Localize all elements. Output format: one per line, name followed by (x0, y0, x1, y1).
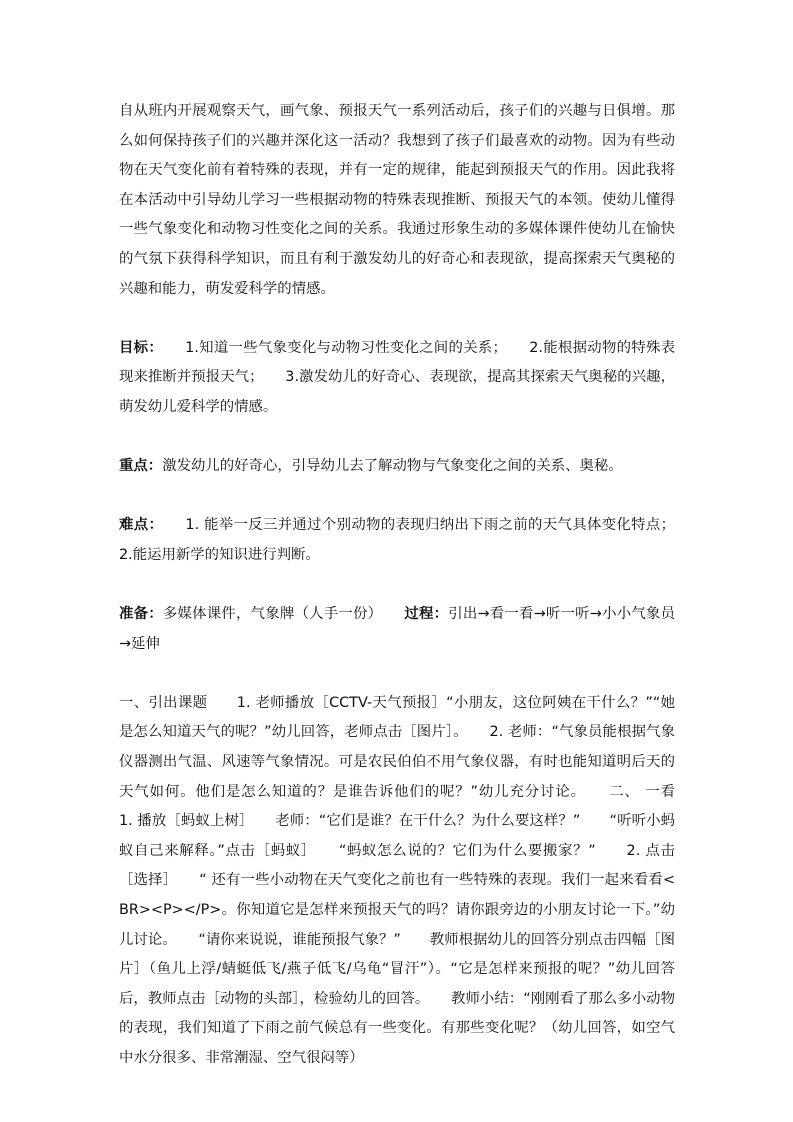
paragraph-gap (119, 423, 675, 453)
difficulty-text: 1. 能举一反三并通过个别动物的表现归纳出下雨之前的天气具体变化特点；2.能运用新学的知识进行判断。 (119, 517, 675, 563)
goals-label: 目标： (119, 339, 156, 356)
goals-paragraph (119, 334, 675, 423)
keypoint-text: 激发幼儿的好奇心，引导幼儿去了解动物与气象变化之间的关系、奥秘。 (162, 458, 623, 475)
difficulty-paragraph (119, 511, 675, 570)
keypoint-paragraph (119, 452, 675, 482)
goals-text: 1.知道一些气象变化与动物习性变化之间的关系； 2.能根据动物的特殊表现来推断并预报天气； 3.激发幼儿的好奇心、表现欲，提高其探索天气奥秘的兴趣，萌发幼儿爱科学的情感。 (119, 339, 675, 415)
process-text: 引出→看一看→听一听→小小气象员→延伸 (119, 606, 675, 652)
document-page (119, 97, 704, 1074)
prep-paragraph (119, 600, 675, 659)
difficulty-label: 难点： (119, 517, 156, 534)
paragraph-gap (119, 571, 675, 601)
paragraph-gap (119, 659, 675, 689)
intro-paragraph: 自从班内开展观察天气，画气象、预报天气一系列活动后，孩子们的兴趣与日俱增。那么如何保持孩子们的兴趣并深化这一活动？我想到了孩子们最喜欢的动物。因为有些动物在天气变化前有着特殊的表现，并有一定的规律，能起到预报天气的作用。因此我将在本活动中引导幼儿学习一些根据动物的特殊表现推断、预报天气的本领。使幼儿懂得一些气象变化和动物习性变化之间的关系。我通过形象生动的多媒体课件使幼儿在愉快的气氛下获得科学知识，而且有利于激发幼儿的好奇心和表现欲，提高探索天气奥秘的兴趣和能力，萌发爱科学的情感。 (119, 103, 675, 297)
prep-label: 准备： (119, 606, 163, 623)
paragraph-gap (119, 304, 675, 334)
paragraph-gap (119, 482, 675, 512)
keypoint-label: 重点： (119, 458, 163, 475)
process-label: 过程： (404, 606, 449, 623)
procedure-paragraph: 一、引出课题 1. 老师播放［CCTV-天气预报］“小朋友，这位阿姨在干什么？”“她是怎么知道天气的呢？”幼儿回答，老师点击［图片］。 2. 老师：“气象员能根据气象仪器测出气温、风速等气象情况。可是农民伯伯不用气象仪器，有时也能知道明后天的天气如何。他们是怎么知道的？是谁告诉他们的呢？”幼儿充分讨论。 二、 一看 1. 播放［蚂蚁上树］ 老师：“它们是谁？在干什么？为什么要这样？” “听听小蚂蚁自己来解释。”点击［蚂蚁］ “蚂蚁怎么说的？它们为什么要搬家？” 2. 点击［选择］ “ 还有一些小动物在天气变化之前也有一些特殊的表现。我们一起来看看<BR><P></P>。你知道它是怎样来预报天气的吗？请你跟旁边的小朋友讨论一下。”幼儿讨论。 “请你来说说，谁能预报气象？” 教师根据幼儿的回答分别点击四幅［图片］（鱼儿上浮/蜻蜓低飞/燕子低飞/乌龟“冒汗”）。“它是怎样来预报的呢？”幼儿回答后，教师点击［动物的头部］，检验幼儿的回答。 教师小结：“刚刚看了那么多小动物的表现，我们知道了下雨之前气候总有一些变化。有那些变化呢？（幼儿回答，如空气中水分很多、非常潮湿、空气很闷等） (119, 694, 704, 1066)
prep-text: 多媒体课件，气象牌（人手一份） (162, 606, 405, 623)
